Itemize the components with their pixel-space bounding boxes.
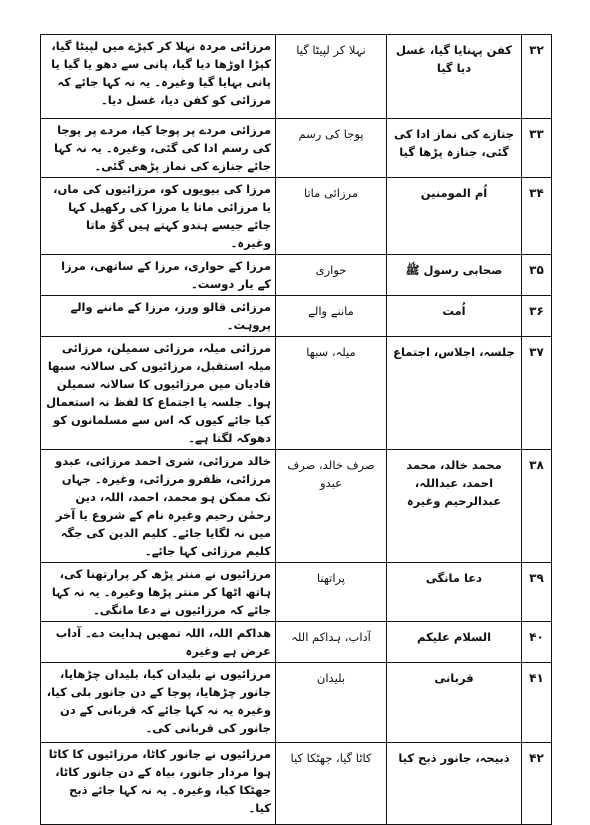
islamic-term: اُمت xyxy=(387,296,522,337)
substitute-term: بلیدان xyxy=(276,663,387,743)
description: مرزائی مردے پر پوجا کیا، مردے پر پوجا کی رسم ادا کی گئی، وغیرہ۔ یہ نہ کہا جائے جنازے کی نماز پڑھی گئی۔ xyxy=(41,119,276,178)
description: مرزائیوں نے بلیدان کیا، بلیدان چڑھایا، جانور چڑھایا، پوجا کے دن جانور بلی کیا، وغیرہ یہ نہ کہا جائے کہ قربانی کے دن جانور کی قربانی کی۔ xyxy=(41,663,276,743)
row-number: ۴۱ xyxy=(522,663,552,743)
islamic-term: جلسہ، اجلاس، اجتماع xyxy=(387,337,522,450)
substitute-term: صرف خالد، صرف عبدو xyxy=(276,450,387,563)
substitute-term: حواری xyxy=(276,255,387,296)
islamic-term: جنازے کی نماز ادا کی گئی، جنازہ پڑھا گیا xyxy=(387,119,522,178)
row-number: ۳۵ xyxy=(522,255,552,296)
row-number: ۳۹ xyxy=(522,563,552,622)
row-number: ۳۲ xyxy=(522,35,552,119)
substitute-term: میلہ، سبھا xyxy=(276,337,387,450)
table-row xyxy=(41,255,552,296)
islamic-term: محمد خالد، محمد احمد، عبداللہ، عبدالرحیم وغیرہ xyxy=(387,450,522,563)
description: ھداکم اللہ، اللہ تمھیں ہدایت دے۔ آداب عرض ہے وغیرہ xyxy=(41,622,276,663)
substitute-term: پراتھنا xyxy=(276,563,387,622)
row-number: ۳۸ xyxy=(522,450,552,563)
row-number: ۳۳ xyxy=(522,119,552,178)
substitute-term: آداب، ہداکم اللہ xyxy=(276,622,387,663)
islamic-term: قربانی xyxy=(387,663,522,743)
description: مرزائی قالو ورز، مرزا کے ماننے والے پروہت۔ xyxy=(41,296,276,337)
table-row xyxy=(41,337,552,450)
islamic-term: دعا مانگی xyxy=(387,563,522,622)
row-number: ۳۴ xyxy=(522,178,552,255)
table-row xyxy=(41,35,552,119)
description: مرزا کے حواری، مرزا کے ساتھی، مرزا کے یار دوست۔ xyxy=(41,255,276,296)
description: مرزائی مردہ نہلا کر کپڑے میں لپیٹا گیا، کپڑا اوڑھا دیا گیا، پانی سے دھو یا گیا یا پانی بہایا گیا وغیرہ۔ یہ نہ کہا جائے کہ مرزائی کو کفن دیا، غسل دیا۔ xyxy=(41,35,276,119)
substitute-term: نہلا کر لپیٹا گیا xyxy=(276,35,387,119)
description: مرزا کی بیویوں کو، مرزائیوں کی ماں، یا مرزائی ماتا یا مرزا کی رکھیل کہا جائے جیسے ہندو کہتے ہیں گؤ ماتا وغیرہ۔ xyxy=(41,178,276,255)
row-number: ۳۶ xyxy=(522,296,552,337)
description: مرزائیوں نے منتر پڑھ کر پرارتھنا کی، ہاتھ اٹھا کر منتر پڑھا وغیرہ۔ یہ نہ کہا جائے کہ مرزائیوں نے دعا مانگی۔ xyxy=(41,563,276,622)
row-number: ۳۷ xyxy=(522,337,552,450)
substitute-term: مرزائی ماتا xyxy=(276,178,387,255)
substitute-term: ماننے والے xyxy=(276,296,387,337)
row-number: ۴۲ xyxy=(522,743,552,825)
table-row xyxy=(41,178,552,255)
substitute-term: کاٹا گیا، جھٹکا کیا xyxy=(276,743,387,825)
islamic-term: صحابی رسول ﷺ xyxy=(387,255,522,296)
table-row xyxy=(41,663,552,743)
islamic-term: ذبیحہ، جانور ذبح کیا xyxy=(387,743,522,825)
terms-table xyxy=(40,34,552,825)
table-row xyxy=(41,450,552,563)
table-row xyxy=(41,296,552,337)
islamic-term: السلام علیکم xyxy=(387,622,522,663)
document-page xyxy=(40,34,551,825)
row-number: ۴۰ xyxy=(522,622,552,663)
substitute-term: پوجا کی رسم xyxy=(276,119,387,178)
description: مرزائیوں نے جانور کاٹا، مرزائیوں کا کاٹا ہوا مردار جانور، بیاہ کے دن جانور کاٹا، جھٹکا کیا، وغیرہ۔ یہ نہ کہا جائے ذبح کیا۔ xyxy=(41,743,276,825)
table-row xyxy=(41,563,552,622)
table-row xyxy=(41,743,552,825)
description: خالد مرزائی، شری احمد مرزائی، عبدو مرزائی، ظفرو مرزائی، وغیرہ۔ جہاں تک ممکن ہو محمد، احمد، اللہ، دین رحمٰن رحیم وغیرہ نام کے شروع یا آخر میں نہ لگایا جائے۔ کلیم الدین کی جگہ کلیم مرزائی کہا جائے۔ xyxy=(41,450,276,563)
table-row xyxy=(41,622,552,663)
table-row xyxy=(41,119,552,178)
description: مرزائی میلہ، مرزائی سمیلن، مرزائی میلہ استقبل، مرزائیوں کی سالانہ سبھا قادیان میں مرزائیوں کا سالانہ سمیلن ہوا۔ جلسہ یا اجتماع کا لفظ نہ استعمال کیا جائے کیوں کہ اس سے مسلمانوں کو دھوکہ لگتا ہے۔ xyxy=(41,337,276,450)
islamic-term: کفن پہنایا گیا، غسل دیا گیا xyxy=(387,35,522,119)
islamic-term: اُم المومنین xyxy=(387,178,522,255)
